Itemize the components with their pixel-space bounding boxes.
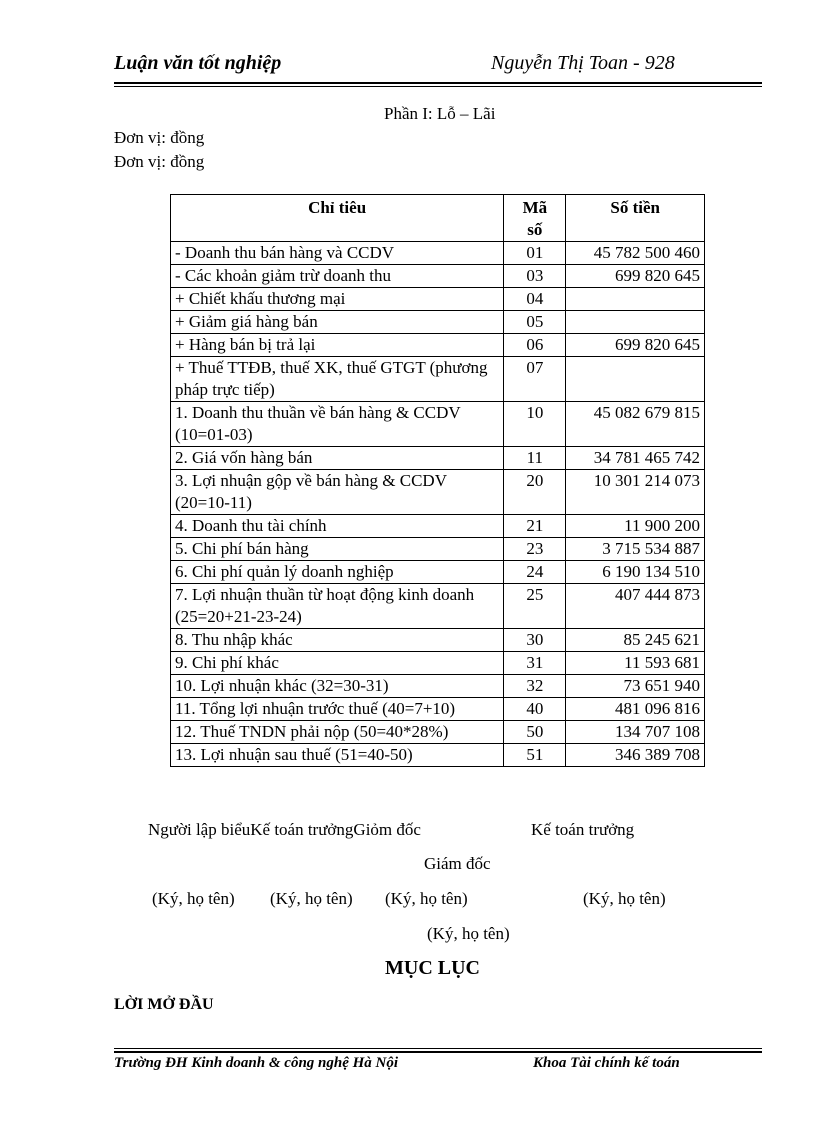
income-statement-table (170, 194, 705, 767)
table-row (171, 402, 705, 447)
table-row (171, 561, 705, 584)
row-item: 8. Thu nhập khác (171, 629, 504, 652)
row-item: - Doanh thu bán hàng và CCDV (171, 242, 504, 265)
row-item: 3. Lợi nhuận gộp về bán hàng & CCDV (20=10-11) (171, 470, 504, 515)
intro-heading: LỜI MỞ ĐẦU (114, 996, 214, 1013)
row-item: 11. Tổng lợi nhuận trước thuế (40=7+10) (171, 698, 504, 721)
sign-note-3: (Ký, họ tên) (385, 889, 468, 908)
row-amount: 34 781 465 742 (566, 447, 705, 470)
row-amount: 45 782 500 460 (566, 242, 705, 265)
row-item: 7. Lợi nhuận thuần từ hoạt động kinh doanh (25=20+21-23-24) (171, 584, 504, 629)
row-code: 24 (504, 561, 566, 584)
table-row (171, 311, 705, 334)
row-item: 4. Doanh thu tài chính (171, 515, 504, 538)
row-item: 1. Doanh thu thuần về bán hàng & CCDV (10=01-03) (171, 402, 504, 447)
signature-line: Người lập biểuKế toán trưởngGiỏm đốc (148, 820, 421, 839)
row-amount: 481 096 816 (566, 698, 705, 721)
unit-line-2: Đơn vị: đồng (114, 152, 205, 171)
row-amount (566, 288, 705, 311)
sign-note-1: (Ký, họ tên) (152, 889, 235, 908)
header-code: Mã số (504, 195, 566, 242)
row-code: 40 (504, 698, 566, 721)
row-code: 23 (504, 538, 566, 561)
unit-line-1: Đơn vị: đồng (114, 128, 205, 147)
row-code: 05 (504, 311, 566, 334)
row-amount: 407 444 873 (566, 584, 705, 629)
table-row (171, 334, 705, 357)
sign-note-2: (Ký, họ tên) (270, 889, 353, 908)
table-row (171, 288, 705, 311)
row-amount (566, 357, 705, 402)
table-row (171, 357, 705, 402)
row-code: 07 (504, 357, 566, 402)
row-item: 9. Chi phí khác (171, 652, 504, 675)
row-code: 21 (504, 515, 566, 538)
row-amount: 11 593 681 (566, 652, 705, 675)
table-header-row (171, 195, 705, 242)
row-amount: 11 900 200 (566, 515, 705, 538)
row-amount: 699 820 645 (566, 334, 705, 357)
header-rule-thin (114, 86, 762, 87)
row-item: + Chiết khấu thương mại (171, 288, 504, 311)
section-title: Phần I: Lỗ – Lãi (384, 104, 496, 123)
header-item: Chỉ tiêu (171, 195, 504, 242)
row-amount: 3 715 534 887 (566, 538, 705, 561)
row-item: 13. Lợi nhuận sau thuế (51=40-50) (171, 744, 504, 767)
row-code: 30 (504, 629, 566, 652)
row-amount: 45 082 679 815 (566, 402, 705, 447)
row-item: + Hàng bán bị trả lại (171, 334, 504, 357)
row-item: + Thuế TTĐB, thuế XK, thuế GTGT (phương pháp trực tiếp) (171, 357, 504, 402)
row-item: 5. Chi phí bán hàng (171, 538, 504, 561)
footer-rule (114, 1051, 762, 1053)
header-author: Nguyễn Thị Toan - 928 (491, 52, 675, 74)
header-rule (114, 82, 762, 84)
sign-note-5: (Ký, họ tên) (427, 924, 510, 943)
table-row (171, 698, 705, 721)
table-row (171, 447, 705, 470)
row-item: 6. Chi phí quản lý doanh nghiệp (171, 561, 504, 584)
row-amount: 699 820 645 (566, 265, 705, 288)
signature-accountant: Kế toán trưởng (531, 820, 635, 839)
row-code: 01 (504, 242, 566, 265)
row-code: 10 (504, 402, 566, 447)
row-amount (566, 311, 705, 334)
header-title: Luận văn tốt nghiệp (114, 52, 282, 74)
table-row (171, 721, 705, 744)
table-row (171, 242, 705, 265)
row-code: 32 (504, 675, 566, 698)
toc-title: MỤC LỤC (385, 957, 480, 979)
row-code: 51 (504, 744, 566, 767)
row-item: 10. Lợi nhuận khác (32=30-31) (171, 675, 504, 698)
footer-school: Trường ĐH Kinh doanh & công nghệ Hà Nội (114, 1055, 399, 1071)
row-code: 03 (504, 265, 566, 288)
table-row (171, 675, 705, 698)
table-row (171, 629, 705, 652)
table-row (171, 584, 705, 629)
footer-faculty: Khoa Tài chính kế toán (533, 1055, 680, 1071)
table-row (171, 265, 705, 288)
row-amount: 10 301 214 073 (566, 470, 705, 515)
row-code: 31 (504, 652, 566, 675)
sign-note-4: (Ký, họ tên) (583, 889, 666, 908)
table-row (171, 652, 705, 675)
row-amount: 85 245 621 (566, 629, 705, 652)
row-code: 20 (504, 470, 566, 515)
row-code: 11 (504, 447, 566, 470)
row-amount: 6 190 134 510 (566, 561, 705, 584)
row-code: 06 (504, 334, 566, 357)
row-item: - Các khoản giảm trừ doanh thu (171, 265, 504, 288)
row-code: 50 (504, 721, 566, 744)
table-row (171, 744, 705, 767)
table-row (171, 538, 705, 561)
row-code: 04 (504, 288, 566, 311)
row-amount: 346 389 708 (566, 744, 705, 767)
table-row (171, 515, 705, 538)
footer-rule-thin (114, 1048, 762, 1049)
row-item: + Giảm giá hàng bán (171, 311, 504, 334)
row-code: 25 (504, 584, 566, 629)
table-row (171, 470, 705, 515)
row-item: 12. Thuế TNDN phải nộp (50=40*28%) (171, 721, 504, 744)
row-amount: 134 707 108 (566, 721, 705, 744)
signature-director: Giám đốc (424, 854, 491, 873)
header-amount: Số tiền (566, 195, 705, 242)
row-amount: 73 651 940 (566, 675, 705, 698)
row-item: 2. Giá vốn hàng bán (171, 447, 504, 470)
